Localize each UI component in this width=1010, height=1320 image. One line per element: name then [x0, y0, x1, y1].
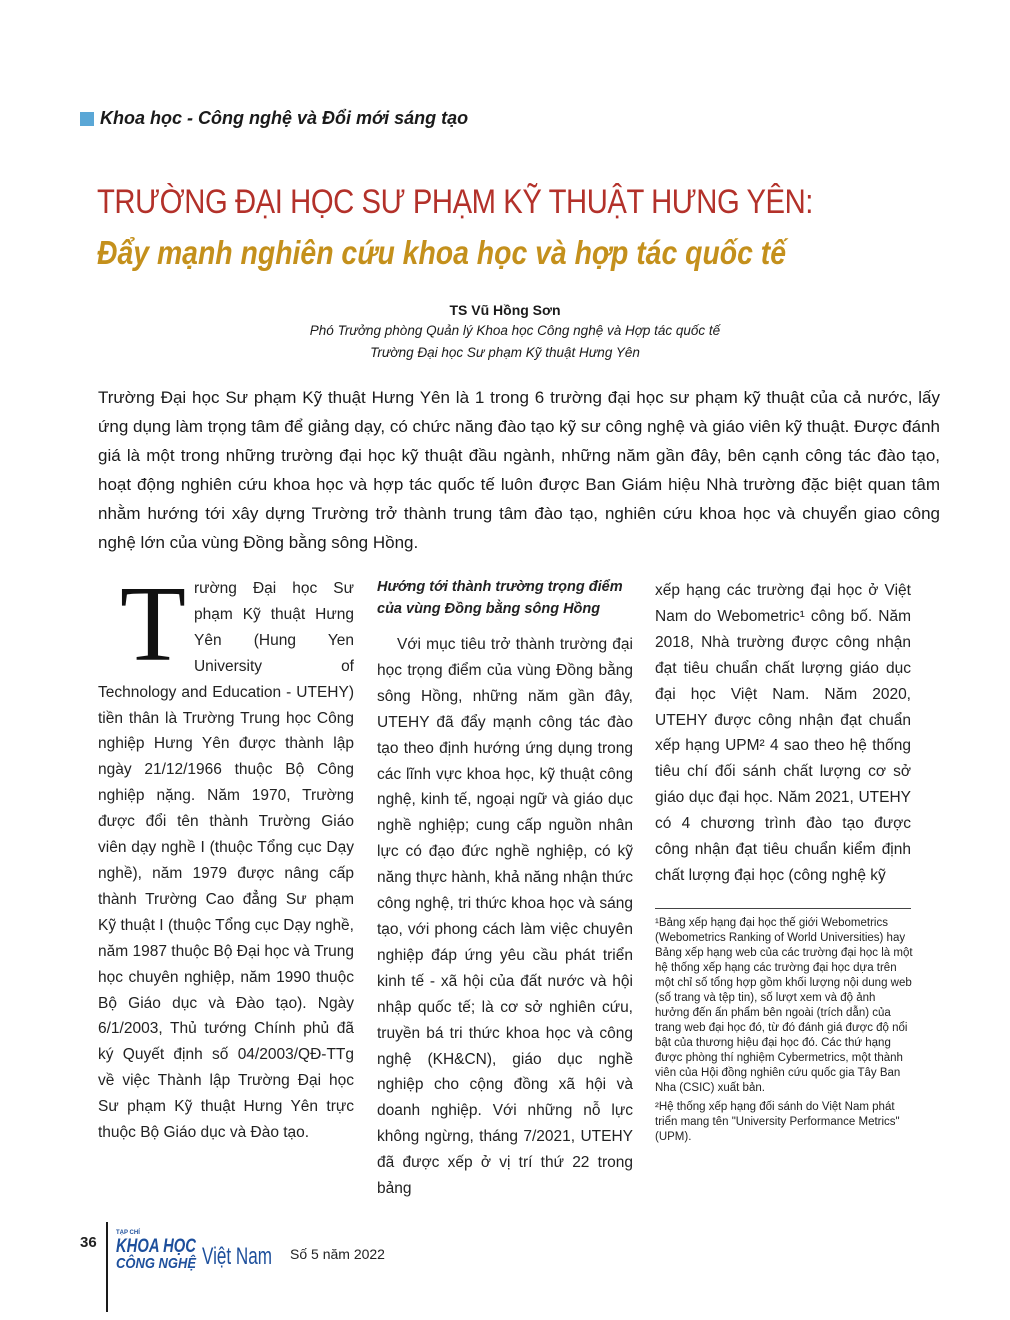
- logo-line-2: CÔNG NGHỆ: [116, 1255, 209, 1272]
- subheading-line2: của vùng Đồng bằng sông Hồng: [377, 601, 601, 617]
- page-number: 36: [80, 1234, 97, 1251]
- section-square-icon: [80, 112, 94, 126]
- footnote-divider: [655, 908, 911, 909]
- author-role: Phó Trưởng phòng Quản lý Khoa học Công nghệ và Hợp tác quốc tế: [309, 323, 721, 338]
- section-header: [80, 108, 468, 129]
- article-title-line1: TRƯỜNG ĐẠI HỌC SƯ PHẠM KỸ THUẬT HƯNG YÊN:: [97, 183, 813, 221]
- column-2-text: Với mục tiêu trở thành trường đại học trọng điểm của vùng Đồng bằng sông Hồng, những năm gần đây, UTEHY đã đẩy mạnh công tác đào tạo theo định hướng ứng dụng trong các lĩnh vực khoa học, kỹ thuật công nghệ, kinh tế, ngoại ngữ và giáo dục nghề nghiệp; cung cấp nguồn nhân lực có đạo đức nghề nghiệp, có kỹ năng thực hành, khả năng nhận thức công nghệ, tri thức khoa học và sáng tạo, với phong cách làm việc chuyên nghiệp đáp ứng yêu cầu phát triển kinh tế - xã hội của đất nước và hội nhập quốc tế; là cơ sở nghiên cứu, truyền bá tri thức khoa học và công nghệ (KH&CN), giáo dục nghề nghiệp cho cộng đồng xã hội và doanh nghiệp. Với những nỗ lực không ngừng, tháng 7/2021, UTEHY đã được xếp ở vị trí thứ 22 trong bảng: [377, 636, 633, 1198]
- logo-side-text: Việt Nam: [202, 1243, 272, 1270]
- author-name: TS Vũ Hồng Sơn: [449, 302, 561, 318]
- subheading: [377, 576, 633, 620]
- author-affiliation: Trường Đại học Sư phạm Kỹ thuật Hưng Yên: [370, 345, 640, 360]
- logo-line-1: KHOA HỌC: [116, 1236, 197, 1257]
- footer-divider: [106, 1222, 108, 1312]
- footnote-1: ¹Bảng xếp hạng đại học thế giới Webometrics (Webometrics Ranking of World Universities) hay Bảng xếp hạng web của các trường đại học là một hệ thống xếp hạng các trường đại học dựa trên một chỉ số tổng hợp gồm khối lượng nội dung web (số trang và tệp tin), số lượt xem và độ ảnh hưởng đến ấn phẩm bên ngoài (trích dẫn) của trang web đại học đó, từ đó đánh giá được độ nổi bật của thương hiệu đại học đó. Các thứ hạng được phòng thí nghiệm Cybermetrics, một thành viên của Hội đồng nghiên cứu quốc gia Tây Ban Nha (CSIC) xuất bản.: [655, 917, 913, 1094]
- magazine-logo: [114, 1226, 294, 1272]
- lead-paragraph: Trường Đại học Sư phạm Kỹ thuật Hưng Yên là 1 trong 6 trường đại học sư phạm kỹ thuật của cả nước, lấy ứng dụng làm trọng tâm để giảng dạy, có chức năng đào tạo kỹ sư công nghệ và giáo viên kỹ thuật. Được đánh giá là một trong những trường đại học kỹ thuật đầu ngành, những năm gần đây, bên cạnh công tác đào tạo, hoạt động nghiên cứu khoa học và hợp tác quốc tế luôn được Ban Giám hiệu Nhà trường đặc biệt quan tâm nhằm hướng tới xây dựng Trường trở thành trung tâm đào tạo, nghiên cứu khoa học và chuyển giao công nghệ lớn của vùng Đồng bằng sông Hồng.: [98, 388, 940, 552]
- body-column-2: [377, 576, 633, 1202]
- drop-cap: T: [120, 565, 186, 684]
- body-column-1: [98, 565, 354, 1146]
- logo-small-text: TẠP CHÍ: [116, 1230, 140, 1236]
- issue-label: Số 5 năm 2022: [290, 1246, 385, 1262]
- footnotes: [655, 916, 913, 1149]
- column-1-text: rường Đại học Sư phạm Kỹ thuật Hưng Yên (Hung Yen University of Technology and Education - UTEHY) tiền thân là Trường Trung học Công nghiệp Hưng Yên được thành lập ngày 21/12/1966 thuộc Bộ Công nghiệp nặng. Năm 1970, Trường được đổi tên thành Trường Giáo viên dạy nghề I (thuộc Tổng cục Dạy nghề), năm 1979 được nâng cấp thành Trường Cao đẳng Sư phạm Kỹ thuật I (thuộc Tổng cục Dạy nghề, năm 1987 thuộc Bộ Đại học và Trung học chuyên nghiệp, năm 1990 thuộc Bộ Giáo dục và Đào tạo). Ngày 6/1/2003, Thủ tướng Chính phủ đã ký Quyết định số 04/2003/QĐ-TTg về việc Thành lập Trường Đại học Sư phạm Kỹ thuật Hưng Yên trực thuộc Bộ Giáo dục và Đào tạo.: [98, 580, 354, 1142]
- footnote-2: ²Hệ thống xếp hạng đối sánh do Việt Nam phát triển mang tên "University Performance Metrics" (UPM).: [655, 1101, 900, 1143]
- page-footer: [80, 1222, 480, 1272]
- article-title-line2: Đẩy mạnh nghiên cứu khoa học và hợp tác quốc tế: [97, 234, 787, 271]
- section-label: Khoa học - Công nghệ và Đổi mới sáng tạo: [100, 108, 469, 128]
- body-column-3: [655, 578, 911, 889]
- column-3-text: xếp hạng các trường đại học ở Việt Nam do Webometric¹ công bố. Năm 2018, Nhà trường được công nhận đạt tiêu chuẩn chất lượng giáo dục đại học Việt Nam. Năm 2020, UTEHY được công nhận đạt chuẩn xếp hạng UPM² 4 sao theo hệ thống tiêu chí đối sánh chất lượng cơ sở giáo dục đại học. Năm 2021, UTEHY có 4 chương trình đào tạo được công nhận đạt tiêu chuẩn kiểm định chất lượng đại học (công nghệ kỹ: [655, 582, 911, 884]
- subheading-line1: Hướng tới thành trường trọng điểm: [377, 579, 623, 595]
